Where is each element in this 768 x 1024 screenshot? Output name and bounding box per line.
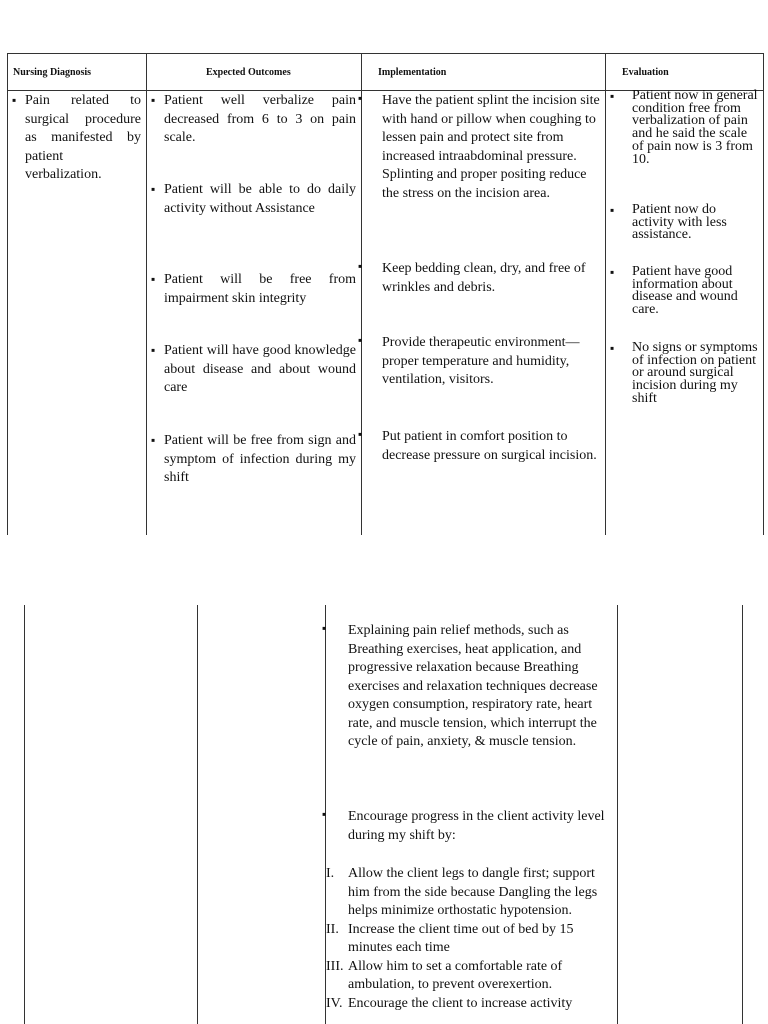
outcome-item: ▪ Patient will be able to do daily activity without Assistance	[150, 181, 356, 218]
header-expected-outcomes: Expected Outcomes	[206, 67, 291, 78]
header-evaluation: Evaluation	[622, 67, 669, 78]
implementation-item: ▪ Have the patient splint the incision site with hand or pillow when coughing to lessen pain and protect site from increased intraabdominal pressure. Splinting and proper positing reduce the stress on the incision area.	[362, 92, 602, 203]
diagnosis-cell	[11, 92, 141, 185]
column-divider	[7, 53, 8, 535]
step-text: Increase the client time out of bed by 15 minutes each time	[348, 921, 574, 955]
column-divider	[146, 53, 147, 535]
implementation-item: ▪ Put patient in comfort position to decrease pressure on surgical incision.	[362, 428, 602, 465]
evaluation-item: ▪ Patient now do activity with less assistance.	[606, 204, 760, 242]
step-number: II.	[326, 921, 339, 937]
evaluation-item: ▪ Patient have good information about disease and wound care.	[606, 266, 760, 317]
implementation-item: ▪ Keep bedding clean, dry, and free of wrinkles and debris.	[362, 260, 602, 297]
list-item	[326, 921, 612, 958]
column-divider	[617, 605, 618, 1024]
table-top-border	[7, 53, 764, 54]
step-text: Allow the client legs to dangle first; support him from the side because Dangling the legs helps minimize orthostatic hypotension.	[348, 866, 598, 918]
implementation-item: ▪ Explaining pain relief methods, such as Breathing exercises, heat application, and progressive relaxation because Breathing exercises and relaxation techniques decrease oxygen consumption, respiratory rate, heart rate, and muscle tension, which interrupt the cycle of pain, anxiety, & muscle tension.	[326, 622, 610, 752]
step-text: Encourage the client to increase activity	[348, 995, 573, 1011]
implementation-item: ▪ Provide therapeutic environment—proper temperature and humidity, ventilation, visitors.	[362, 334, 602, 390]
step-number: III.	[326, 958, 344, 974]
outcome-item: ▪ Patient will be free from impairment skin integrity	[150, 271, 356, 308]
evaluation-item: ▪ Patient now in general condition free from verbalization of pain and he said the scale of pain now is 3 from 10.	[606, 90, 760, 166]
step-text: Allow him to set a comfortable rate of ambulation, to prevent overexertion.	[348, 958, 563, 992]
header-implementation: Implementation	[378, 67, 447, 78]
evaluation-item: ▪ No signs or symptoms of infection on patient or around surgical incision during my shift	[606, 342, 760, 406]
column-divider	[197, 605, 198, 1024]
step-number: IV.	[326, 995, 343, 1011]
list-item	[326, 865, 612, 921]
header-nursing-diagnosis: Nursing Diagnosis	[13, 67, 92, 78]
diagnosis-text: ▪ Pain related to surgical procedure as manifested by patient verbalization.	[11, 92, 141, 185]
outcome-item: ▪ Patient will be free from sign and symptom of infection during my shift	[150, 432, 356, 488]
step-number: I.	[326, 866, 335, 881]
outcome-item: ▪ Patient well verbalize pain decreased from 6 to 3 on pain scale.	[150, 92, 356, 148]
list-item	[326, 958, 612, 995]
activity-steps-list	[326, 865, 612, 1013]
column-divider	[763, 53, 764, 535]
column-divider	[742, 605, 743, 1024]
implementation-item: ▪ Encourage progress in the client activity level during my shift by:	[326, 808, 610, 845]
column-divider	[24, 605, 25, 1024]
outcome-item: ▪ Patient will have good knowledge about disease and about wound care	[150, 342, 356, 398]
list-item	[326, 995, 612, 1014]
